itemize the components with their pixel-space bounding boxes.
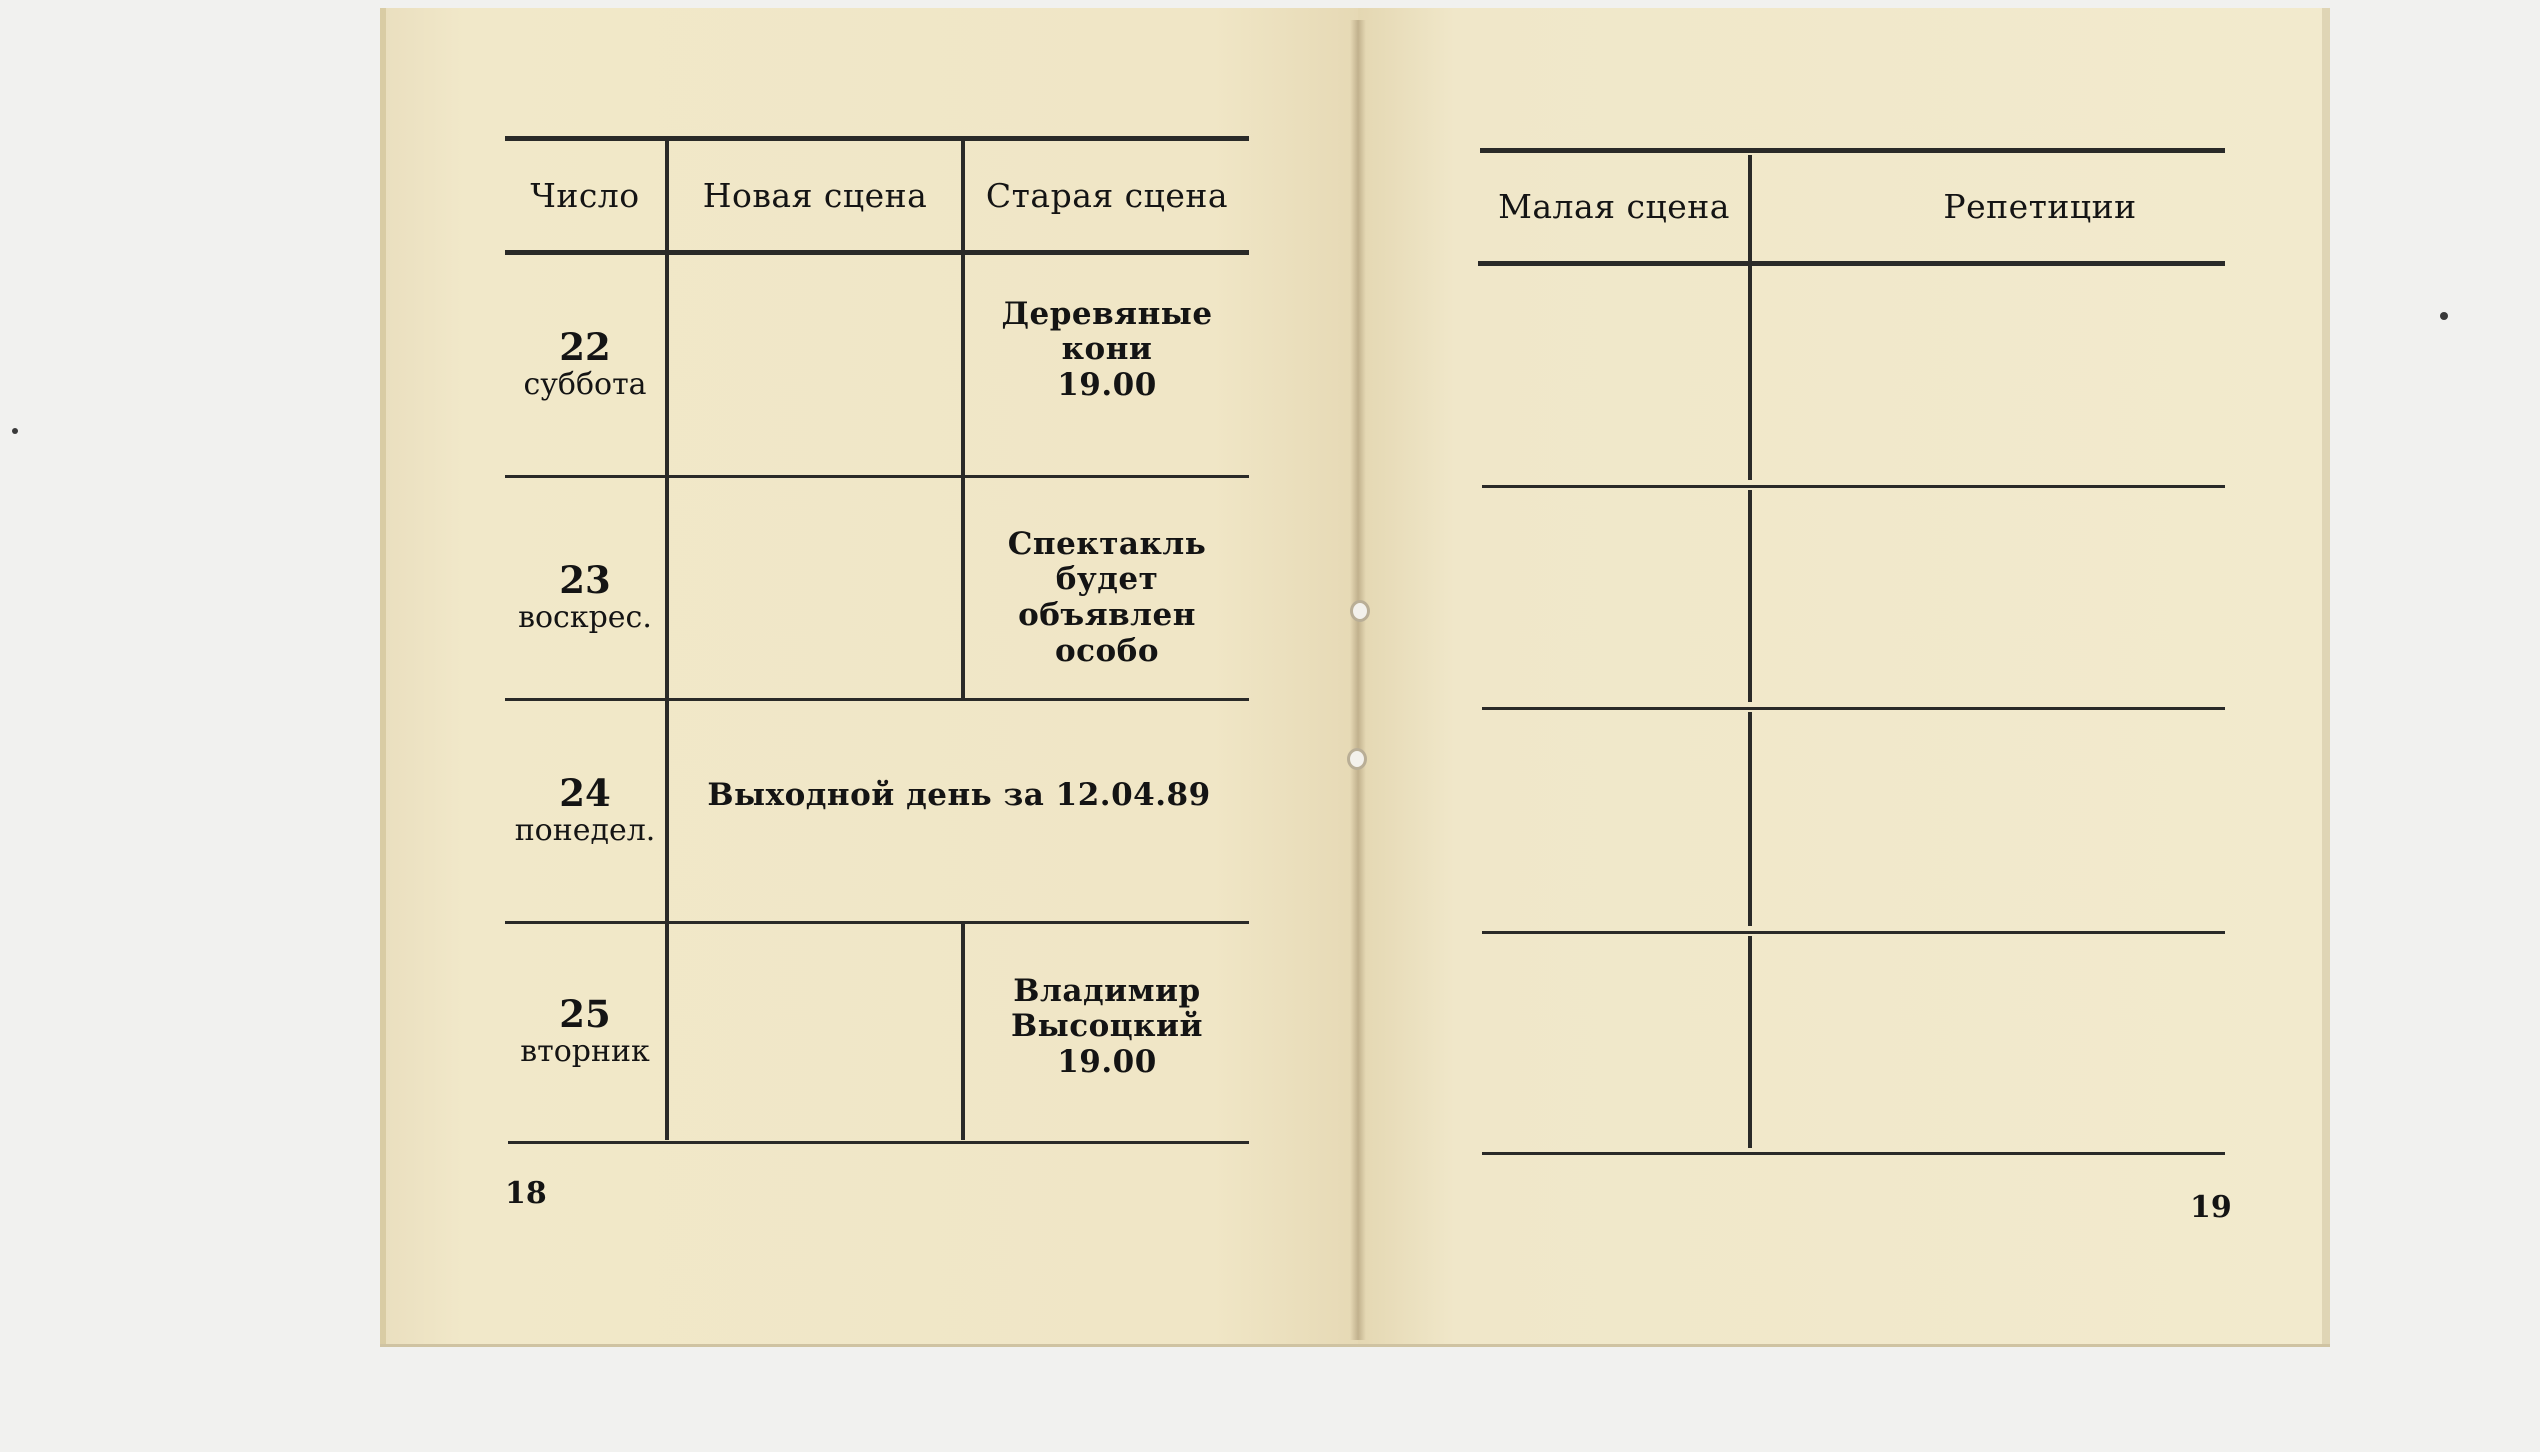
show-line: особо bbox=[1054, 632, 1160, 669]
staple-bottom bbox=[1347, 748, 1367, 770]
header-rehearsals: Репетиции bbox=[1943, 187, 2137, 226]
page-number-right: 19 bbox=[2190, 1190, 2232, 1225]
day-number: 24 bbox=[559, 771, 611, 816]
speck bbox=[2440, 312, 2448, 320]
weekday: вторник bbox=[520, 1034, 650, 1070]
show-line: Деревяные bbox=[1001, 295, 1213, 332]
page-number-left: 18 bbox=[505, 1176, 547, 1211]
show-line: Спектакль bbox=[1007, 525, 1207, 562]
show-line: объявлен bbox=[1018, 597, 1196, 633]
day-off-note: Выходной день за 12.04.89 bbox=[707, 777, 1211, 814]
staple-top bbox=[1350, 600, 1370, 622]
weekday: понедел. bbox=[514, 813, 656, 849]
day-cell bbox=[505, 924, 665, 1140]
book-spine bbox=[1350, 20, 1366, 1340]
old-stage-cell bbox=[965, 478, 1249, 698]
day-cell bbox=[505, 255, 665, 475]
row-divider bbox=[1482, 485, 2225, 488]
old-stage-cell bbox=[965, 924, 1249, 1140]
merged-stage-cell bbox=[669, 701, 1249, 921]
old-stage-cell bbox=[965, 255, 1249, 475]
weekday: воскрес. bbox=[518, 600, 652, 636]
show-line: будет bbox=[1055, 561, 1159, 598]
show-line: Высоцкий bbox=[1010, 1008, 1204, 1045]
table-bottom-rule bbox=[508, 1141, 1249, 1144]
header-day: Число bbox=[530, 176, 640, 215]
weekday: суббота bbox=[523, 367, 647, 403]
column-divider bbox=[1748, 155, 1752, 480]
day-number: 22 bbox=[559, 325, 611, 370]
header-bottom-rule bbox=[1478, 261, 2225, 266]
header-new-stage: Новая сцена bbox=[702, 176, 928, 215]
speck bbox=[12, 428, 18, 434]
column-divider bbox=[665, 924, 669, 1140]
table-bottom-rule bbox=[1482, 1152, 2225, 1155]
show-line: Владимир bbox=[1013, 972, 1201, 1009]
show-time: 19.00 bbox=[1057, 1043, 1157, 1080]
show-line: кони bbox=[1061, 331, 1153, 368]
header-old-stage: Старая сцена bbox=[985, 176, 1229, 215]
column-divider bbox=[1748, 936, 1752, 1148]
column-divider bbox=[1748, 490, 1752, 702]
day-cell bbox=[505, 701, 665, 921]
day-number: 25 bbox=[559, 992, 611, 1037]
day-cell bbox=[505, 478, 665, 698]
row-divider bbox=[1482, 707, 2225, 710]
column-divider bbox=[665, 478, 669, 698]
row-divider bbox=[1482, 931, 2225, 934]
day-number: 23 bbox=[559, 558, 611, 603]
show-time: 19.00 bbox=[1057, 366, 1157, 403]
header-small-stage: Малая сцена bbox=[1498, 187, 1730, 226]
column-divider bbox=[1748, 712, 1752, 926]
